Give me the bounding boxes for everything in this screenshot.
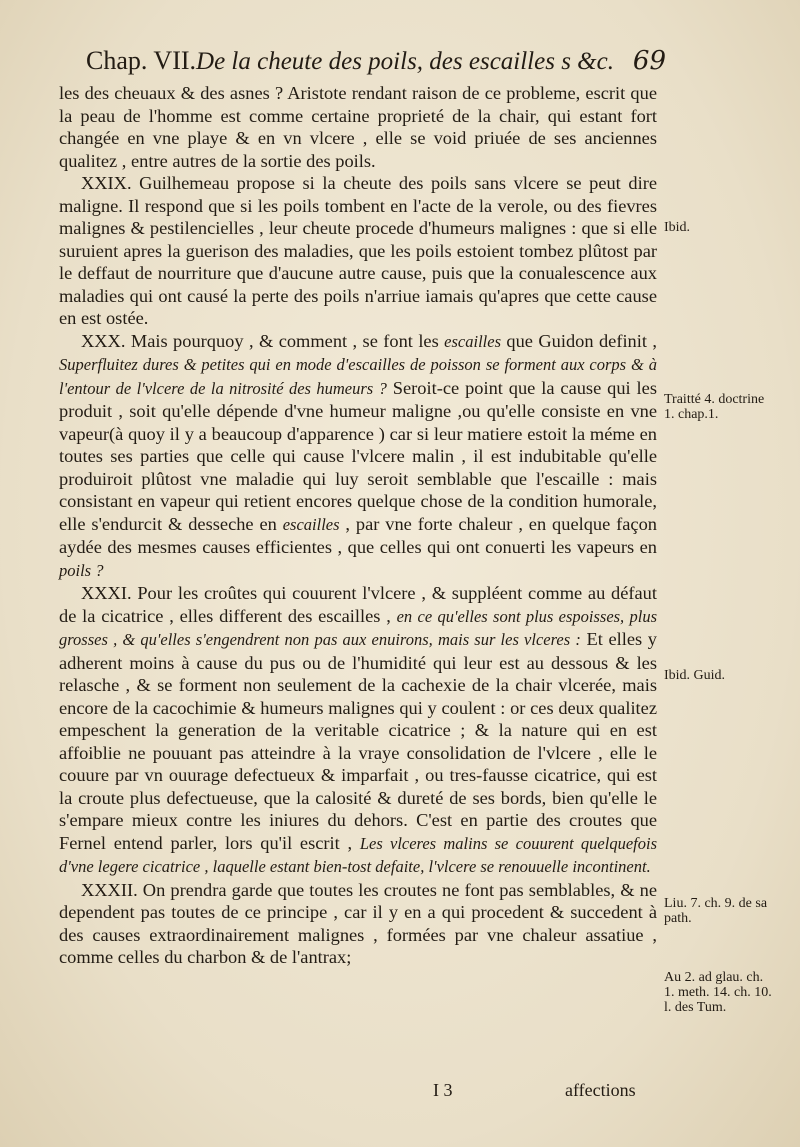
text-run: Seroit-ce point que la cause qui les produit , soit qu'elle dépende d'vne humeur maligne ,ou qu'elle consiste en vne vapeur(à quoy il y a beaucoup d'apparence ) car si leur matiere estoit la méme en toutes ses parties que celle qui cause l'vlcere malin , il est indubitable qu'elle produiroit plûtost vne maladie qui luy seroit semblable que l'escaille : mais consistant en vapeur qui retient encores quelque chose de la condition humorale, elle s'endurcit & desseche en [59,377,657,534]
italic-run: Les vlceres malins se couurent quelquefois d'vne legere cicatrice , laquelle estant bien-tost defaite, l'vlcere se renouuelle incontinent. [59,833,658,876]
signature-mark: I 3 [433,1080,453,1100]
margin-note: Traitté 4. doctrine 1. chap.1. [664,392,765,422]
text-run: XXX. Mais pourquoy , & comment , se font les [81,330,445,351]
margin-note: Ibid. [664,220,691,235]
paragraph [59,330,657,583]
paragraph [59,879,657,969]
text-run: , par vne forte chaleur , en quelque façon aydée des mesmes causes efficientes , que celles qui ont conuerti les vapeurs en [59,513,657,557]
text-run: XXXI. Pour les croûtes qui couurent l'vlcere , & suppléent comme au défaut de la cicatrice , elles different des escailles , [59,583,657,626]
chapter-label: Chap. VII. [86,46,197,75]
paragraph [59,582,657,879]
text-run: XXXII. On prendra garde que toutes les croutes ne font pas semblables, & ne dependent pas toutes de ce principe , car il y en a qui procedent & succedent à des causes extraordinairement malignes , formées par vne chaleur assatiue , comme celles du charbon & de l'antrax; [59,879,657,967]
margin-note: Au 2. ad glau. ch. 1. meth. 14. ch. 10. l. des Tum. [664,970,772,1015]
text-run: XXIX. Guilhemeau propose si la cheute des poils sans vlcere se peut dire maligne. Il respond que si les poils tombent en l'acte de la verole, ou des fievres malignes & pestilencielles , leur cheute procede d'humeurs malignes : que si elle suruient apres la guerison des maladies, que les poils estoient tombez plûtost par le deffaut de nourriture que d'aucune autre cause, puis que la conualescence aux maladies qui ont causé la perte des poils n'arriue iamais qu'apres que cette cause en est ostée. [59,173,657,328]
body-text [59,82,657,969]
running-header [86,46,666,86]
text-run: Et elles y adherent moins à cause du pus ou de l'humidité qui leur est au dessous & les relasche , & se forment non seulement de la cachexie de la chair vlcerée, mais encore de la cacochimie & humeurs malignes qui y coulent : or ces deux qualitez empeschent la generation de la veritable cicatrice ; & la nature qui en est affoiblie ne pouuant pas atteindre à la vraye consolidation de l'vlcere , elle le couure par vn ouurage defectueux & imparfait , ou tres-fausse cicatrice, qui est la croute plus defectueuse, que la calosité & dureté de ses bords, bien qu'elle le s'empare mieux contre les iniures du dehors. C'est en partie des croutes que Fernel entend parler, lors qu'il escrit , [59,629,657,853]
italic-run: en ce qu'elles sont plus espoisses, plus grosses , & qu'elles s'engendrent non pas aux enuirons, mais sur les vlceres : [59,606,657,649]
italic-run: poils ? [59,560,104,580]
paragraph [59,82,657,172]
margin-note: Ibid. Guid. [664,668,726,683]
italic-run: Superfluitez dures & petites qui en mode d'escailles de poisson se forment aux corps & à l'entour de l'vlcere de la nitrosité des humeurs ? [59,355,657,398]
page-footer [0,1080,800,1110]
chapter-title: De la cheute des poils, des escailles s &c. [196,48,614,75]
catchword: affections [565,1080,636,1100]
page-number: 69 [632,46,666,76]
italic-run: escailles [444,331,501,351]
italic-run: escailles [282,514,340,534]
text-run: que Guidon definit , [501,330,657,351]
margin-note: Liu. 7. ch. 9. de sa path. [664,896,768,926]
paragraph [59,172,657,330]
text-run: les des cheuaux & des asnes ? Aristote rendant raison de ce probleme, escrit que la peau de l'homme est comme certaine proprieté de la chair, qui estant fort changée en vne playe & en vn vlcere , elle se void priuée de ses anciennes qualitez , entre autres de la sortie des poils. [59,83,657,171]
